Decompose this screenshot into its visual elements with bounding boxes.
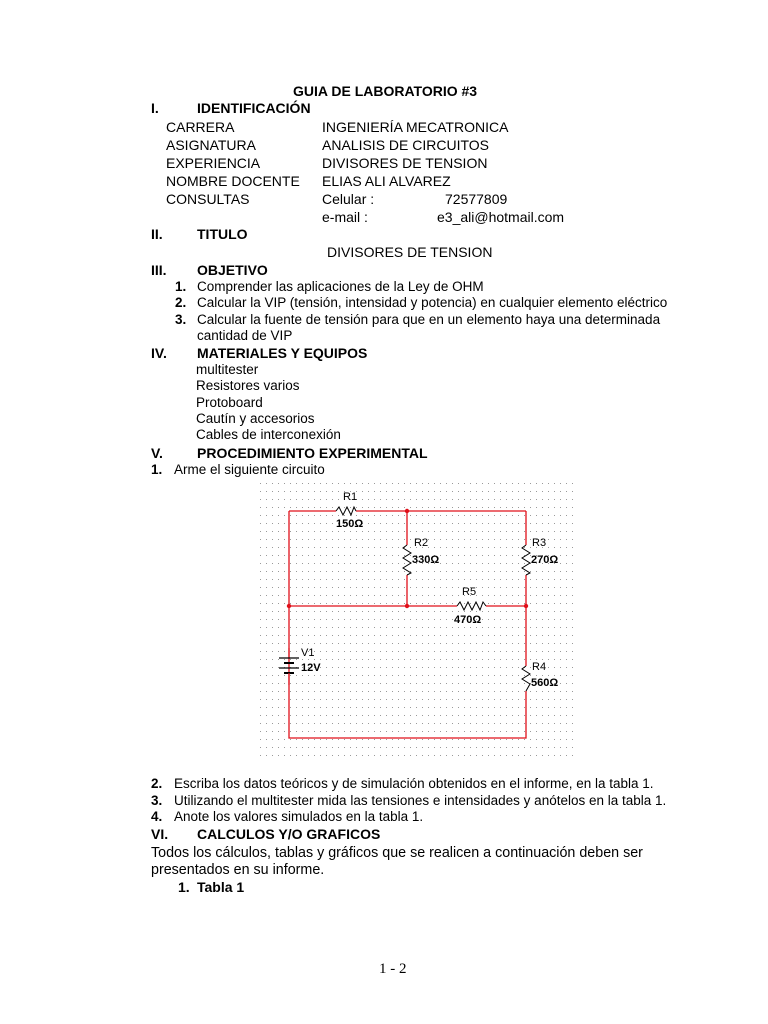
paragraph: Todos los cálculos, tablas y gráficos que se realicen a continuación deben ser	[151, 845, 643, 861]
section-number: V.	[151, 445, 163, 461]
step-text: Escriba los datos teóricos y de simulación obtenidos en el informe, en la tabla 1.	[174, 776, 654, 791]
junction-dot	[405, 604, 409, 608]
email-label: e-mail :	[322, 209, 368, 225]
section-heading: TITULO	[197, 226, 248, 242]
field-label: EXPERIENCIA	[166, 155, 261, 171]
junction-dot	[524, 604, 528, 608]
r1-value: 150Ω	[336, 518, 364, 530]
r3-value: 270Ω	[531, 554, 559, 566]
material-item: Resistores varios	[196, 378, 300, 393]
v1-name: V1	[301, 647, 315, 659]
material-item: multitester	[196, 362, 259, 377]
v1-value: 12V	[301, 662, 321, 674]
section-heading: OBJETIVO	[197, 262, 268, 278]
field-value: Celular :	[322, 191, 375, 207]
section-heading: CALCULOS Y/O GRAFICOS	[197, 826, 381, 842]
email-link[interactable]: e3_ali@hotmail.com	[437, 209, 565, 225]
step-text: Anote los valores simulados en la tabla 1.	[174, 809, 424, 824]
r2-value: 330Ω	[412, 554, 440, 566]
step-number: 1.	[151, 462, 163, 477]
page-number: 1 - 2	[379, 961, 407, 977]
list-item: Calcular la fuente de tensión para que en un elemento haya una determinada	[197, 312, 661, 327]
section-heading: IDENTIFICACIÓN	[197, 100, 311, 116]
page-title: GUIA DE LABORATORIO #3	[293, 83, 478, 99]
r3-name: R3	[532, 537, 547, 549]
section-heading: MATERIALES Y EQUIPOS	[197, 345, 368, 361]
step-number: 4.	[151, 809, 163, 824]
field-label: CARRERA	[166, 119, 235, 135]
section-number: III.	[151, 262, 167, 278]
material-item: Protoboard	[196, 395, 263, 410]
section-number: IV.	[151, 345, 167, 361]
r4-name: R4	[532, 661, 547, 673]
r4-value: 560Ω	[531, 677, 559, 689]
r1-name: R1	[343, 491, 358, 503]
field-label: NOMBRE DOCENTE	[166, 173, 300, 189]
list-number: 2.	[175, 295, 187, 310]
r5-value: 470Ω	[454, 614, 482, 626]
list-item: Calcular la VIP (tensión, intensidad y potencia) en cualquier elemento eléctrico	[197, 295, 668, 310]
field-value: INGENIERÍA MECATRONICA	[322, 119, 509, 135]
section-number: I.	[151, 100, 159, 116]
field-label: CONSULTAS	[166, 191, 250, 207]
field-value: ELIAS ALI ALVAREZ	[322, 173, 451, 189]
phone-number: 72577809	[445, 191, 508, 207]
list-number: 1.	[175, 279, 187, 294]
section-heading: PROCEDIMIENTO EXPERIMENTAL	[197, 445, 428, 461]
step-text: Arme el siguiente circuito	[174, 462, 325, 477]
list-item-continuation: cantidad de VIP	[197, 328, 293, 343]
field-label: ASIGNATURA	[166, 137, 256, 153]
junction-dot	[405, 509, 409, 513]
junction-dot	[287, 604, 291, 608]
list-item: Comprender las aplicaciones de la Ley de OHM	[197, 279, 484, 294]
subsection-number: 1.	[178, 879, 190, 895]
section-number: II.	[151, 226, 163, 242]
step-text: Utilizando el multitester mida las tensiones e intensidades y anótelos en la tabla 1.	[174, 793, 667, 808]
lab-title: DIVISORES DE TENSION	[327, 244, 493, 260]
circuit-diagram	[258, 480, 574, 760]
field-value: DIVISORES DE TENSION	[322, 155, 488, 171]
r2-name: R2	[414, 537, 429, 549]
step-number: 3.	[151, 793, 163, 808]
step-number: 2.	[151, 776, 163, 791]
section-number: VI.	[151, 826, 169, 842]
material-item: Cables de interconexión	[196, 427, 341, 442]
material-item: Cautín y accesorios	[196, 411, 315, 426]
subsection-heading: Tabla 1	[197, 879, 245, 895]
paragraph: presentados en su informe.	[151, 862, 325, 878]
list-number: 3.	[175, 312, 187, 327]
field-value: ANALISIS DE CIRCUITOS	[322, 137, 490, 153]
r5-name: R5	[462, 586, 477, 598]
